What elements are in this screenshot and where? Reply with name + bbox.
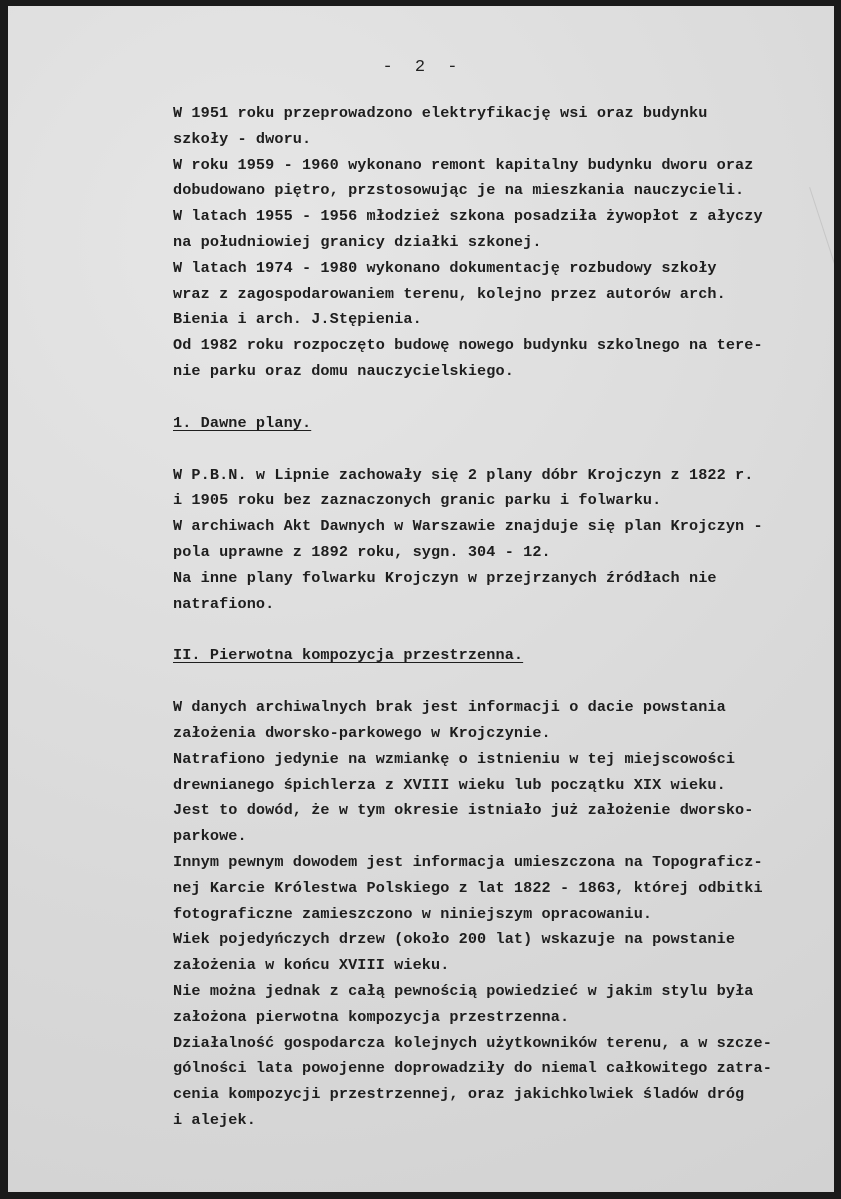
- text-line: W P.B.N. w Lipnie zachowały się 2 plany dóbr Krojczyn z 1822 r.: [173, 465, 754, 484]
- text-line: założenia w końcu XVIII wieku.: [173, 956, 450, 975]
- text-line: założenia dworsko-parkowego w Krojczynie.: [173, 723, 551, 742]
- text-line: W archiwach Akt Dawnych w Warszawie znajduje się plan Krojczyn -: [173, 517, 763, 536]
- text-line: W latach 1955 - 1956 młodzież szkona posadziła żywopłot z ałyczy: [173, 207, 763, 226]
- text-line: na południowiej granicy działki szkonej.: [173, 232, 542, 251]
- text-line: Jest to dowód, że w tym okresie istniało już założenie dworsko-: [173, 801, 754, 820]
- text-line: nej Karcie Królestwa Polskiego z lat 1822 - 1863, której odbitki: [173, 878, 763, 897]
- text-line: i 1905 roku bez zaznaczonych granic parku i folwarku.: [173, 491, 662, 510]
- text-line: wraz z zagospodarowaniem terenu, kolejno przez autorów arch.: [173, 284, 726, 303]
- text-line: fotograficzne zamieszczono w niniejszym opracowaniu.: [173, 904, 653, 923]
- text-line: W danych archiwalnych brak jest informacji o dacie powstania: [173, 698, 726, 717]
- text-line: Natrafiono jedynie na wzmiankę o istnieniu w tej miejscowości: [173, 749, 736, 768]
- text-line: dobudowano piętro, przstosowując je na mieszkania nauczycieli.: [173, 181, 745, 200]
- text-line: W latach 1974 - 1980 wykonano dokumentację rozbudowy szkoły: [173, 258, 717, 277]
- text-line: Innym pewnym dowodem jest informacja umieszczona na Topograficz-: [173, 852, 763, 871]
- section1-paragraph: [173, 463, 828, 618]
- text-line: Bienia i arch. J.Stępienia.: [173, 310, 422, 329]
- text-line: drewnianego śpichlerza z XVIII wieku lub początku XIX wieku.: [173, 775, 726, 794]
- text-line: parkowe.: [173, 827, 247, 846]
- intro-paragraph: [173, 101, 828, 385]
- section-heading-pierwotna-kompozycja: II. Pierwotna kompozycja przestrzenna.: [173, 646, 524, 665]
- document-page: [8, 6, 834, 1192]
- text-line: Na inne plany folwarku Krojczyn w przejrzanych źródłach nie: [173, 568, 717, 587]
- page-number: - 2 -: [382, 58, 464, 77]
- text-line: założona pierwotna kompozycja przestrzenna.: [173, 1007, 570, 1026]
- document-body: [173, 101, 828, 1134]
- text-line: W roku 1959 - 1960 wykonano remont kapitalny budynku dworu oraz: [173, 155, 754, 174]
- text-line: natrafiono.: [173, 594, 275, 613]
- text-line: W 1951 roku przeprowadzono elektryfikację wsi oraz budynku: [173, 104, 708, 122]
- text-line: Od 1982 roku rozpoczęto budowę nowego budynku szkolnego na tere-: [173, 336, 763, 355]
- text-line: i alejek.: [173, 1110, 256, 1129]
- text-line: gólności lata powojenne doprowadziły do niemal całkowitego zatra-: [173, 1059, 772, 1078]
- text-line: Wiek pojedyńczych drzew (około 200 lat) wskazuje na powstanie: [173, 930, 736, 949]
- text-line: nie parku oraz domu nauczycielskiego.: [173, 361, 514, 380]
- text-line: pola uprawne z 1892 roku, sygn. 304 - 12.: [173, 542, 551, 561]
- text-line: Nie można jednak z całą pewnością powiedzieć w jakim stylu była: [173, 981, 754, 1000]
- text-line: Działalność gospodarcza kolejnych użytkowników terenu, a w szcze-: [173, 1033, 772, 1052]
- text-line: cenia kompozycji przestrzennej, oraz jakichkolwiek śladów dróg: [173, 1085, 745, 1104]
- text-line: szkoły - dworu.: [173, 129, 312, 148]
- section-heading-dawne-plany: 1. Dawne plany.: [173, 413, 312, 432]
- section2-paragraph: [173, 695, 828, 1134]
